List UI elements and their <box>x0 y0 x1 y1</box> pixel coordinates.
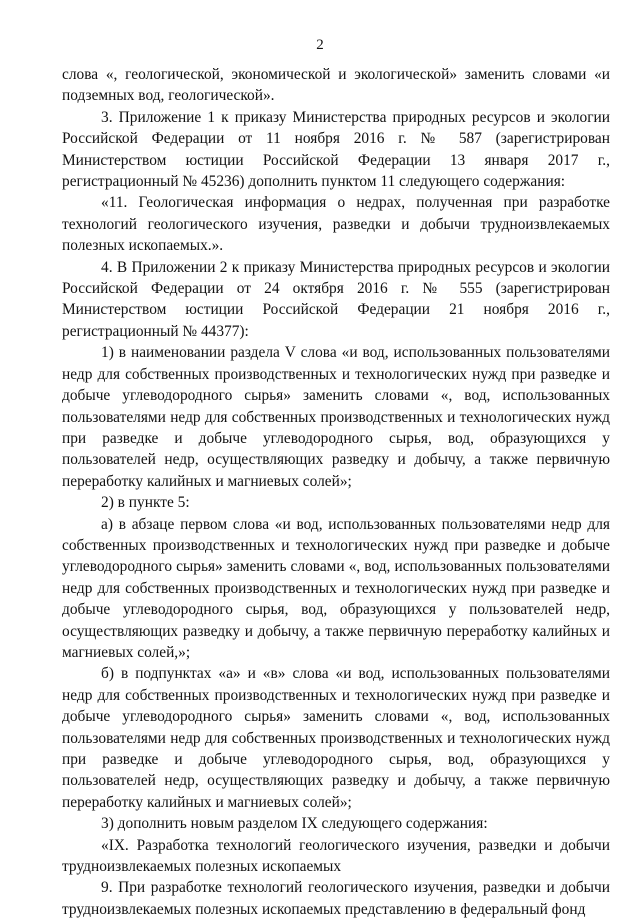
paragraph: б) в подпунктах «а» и «в» слова «и вод, использованных пользователями недр для собственных производственных и технологических нужд при разведке и добыче углеводородного сырья» заменить словами «, вод, использованных пользователями недр для собственных производственных и технологических нужд при разведке и добыче углеводородного сырья, вод, образующихся у пользователей недр, осуществляющих разведку и добычу, а также первичную переработку калийных и магниевых солей»; <box>62 665 610 811</box>
page-number: 2 <box>316 37 324 53</box>
paragraph: 2) в пункте 5: <box>101 494 190 512</box>
paragraph: 3) дополнить новым разделом IX следующего содержания: <box>101 815 488 833</box>
paragraph: «11. Геологическая информация о недрах, полученная при разработке технологий геологического изучения, разведки и добычи трудноизвлекаемых полезных ископаемых.». <box>62 194 610 255</box>
document-body <box>62 64 610 920</box>
paragraph: а) в абзаце первом слова «и вод, использованных пользователями недр для собственных производственных и технологических нужд при разведке и добыче углеводородного сырья» заменить словами «, вод, использованных пользователями недр для собственных производственных и технологических нужд при разведке и добыче углеводородного сырья, вод, образующихся у пользователей недр, осуществляющих разведку и добычу, а также первичную переработку калийных и магниевых солей,»; <box>62 515 610 661</box>
paragraph: 3. Приложение 1 к приказу Министерства природных ресурсов и экологии Российской Федерации от 11 ноября 2016 г. № 587 (зарегистрирован Министерством юстиции Российской Федерации 13 января 2017 г., регистрационный № 45236) дополнить пунктом 11 следующего содержания: <box>62 108 610 191</box>
paragraph: 4. В Приложении 2 к приказу Министерства природных ресурсов и экологии Российской Федерации от 24 октября 2016 г. № 555 (зарегистрирован Министерством юстиции Российской Федерации 21 ноября 2016 г., регистрационный № 44377): <box>62 258 610 340</box>
paragraph: 9. При разработке технологий геологического изучения, разведки и добычи трудноизвлекаемых полезных ископаемых представлению в федеральный фонд <box>62 879 610 918</box>
paragraph: «IX. Разработка технологий геологического изучения, разведки и добычи трудноизвлекаемых полезных ископаемых <box>62 836 610 876</box>
paragraph: слова «, геологической, экономической и экологической» заменить словами «и подземных вод, геологической». <box>62 66 610 105</box>
paragraph: 1) в наименовании раздела V слова «и вод, использованных пользователями недр для собственных производственных и технологических нужд при разведке и добыче углеводородного сырья» заменить словами «, вод, использованных пользователями недр для собственных производственных и технологических нужд при разведке и добыче углеводородного сырья, вод, образующихся у пользователей недр, осуществляющих разведку и добычу, а также первичную переработку калийных и магниевых солей»; <box>62 344 610 490</box>
